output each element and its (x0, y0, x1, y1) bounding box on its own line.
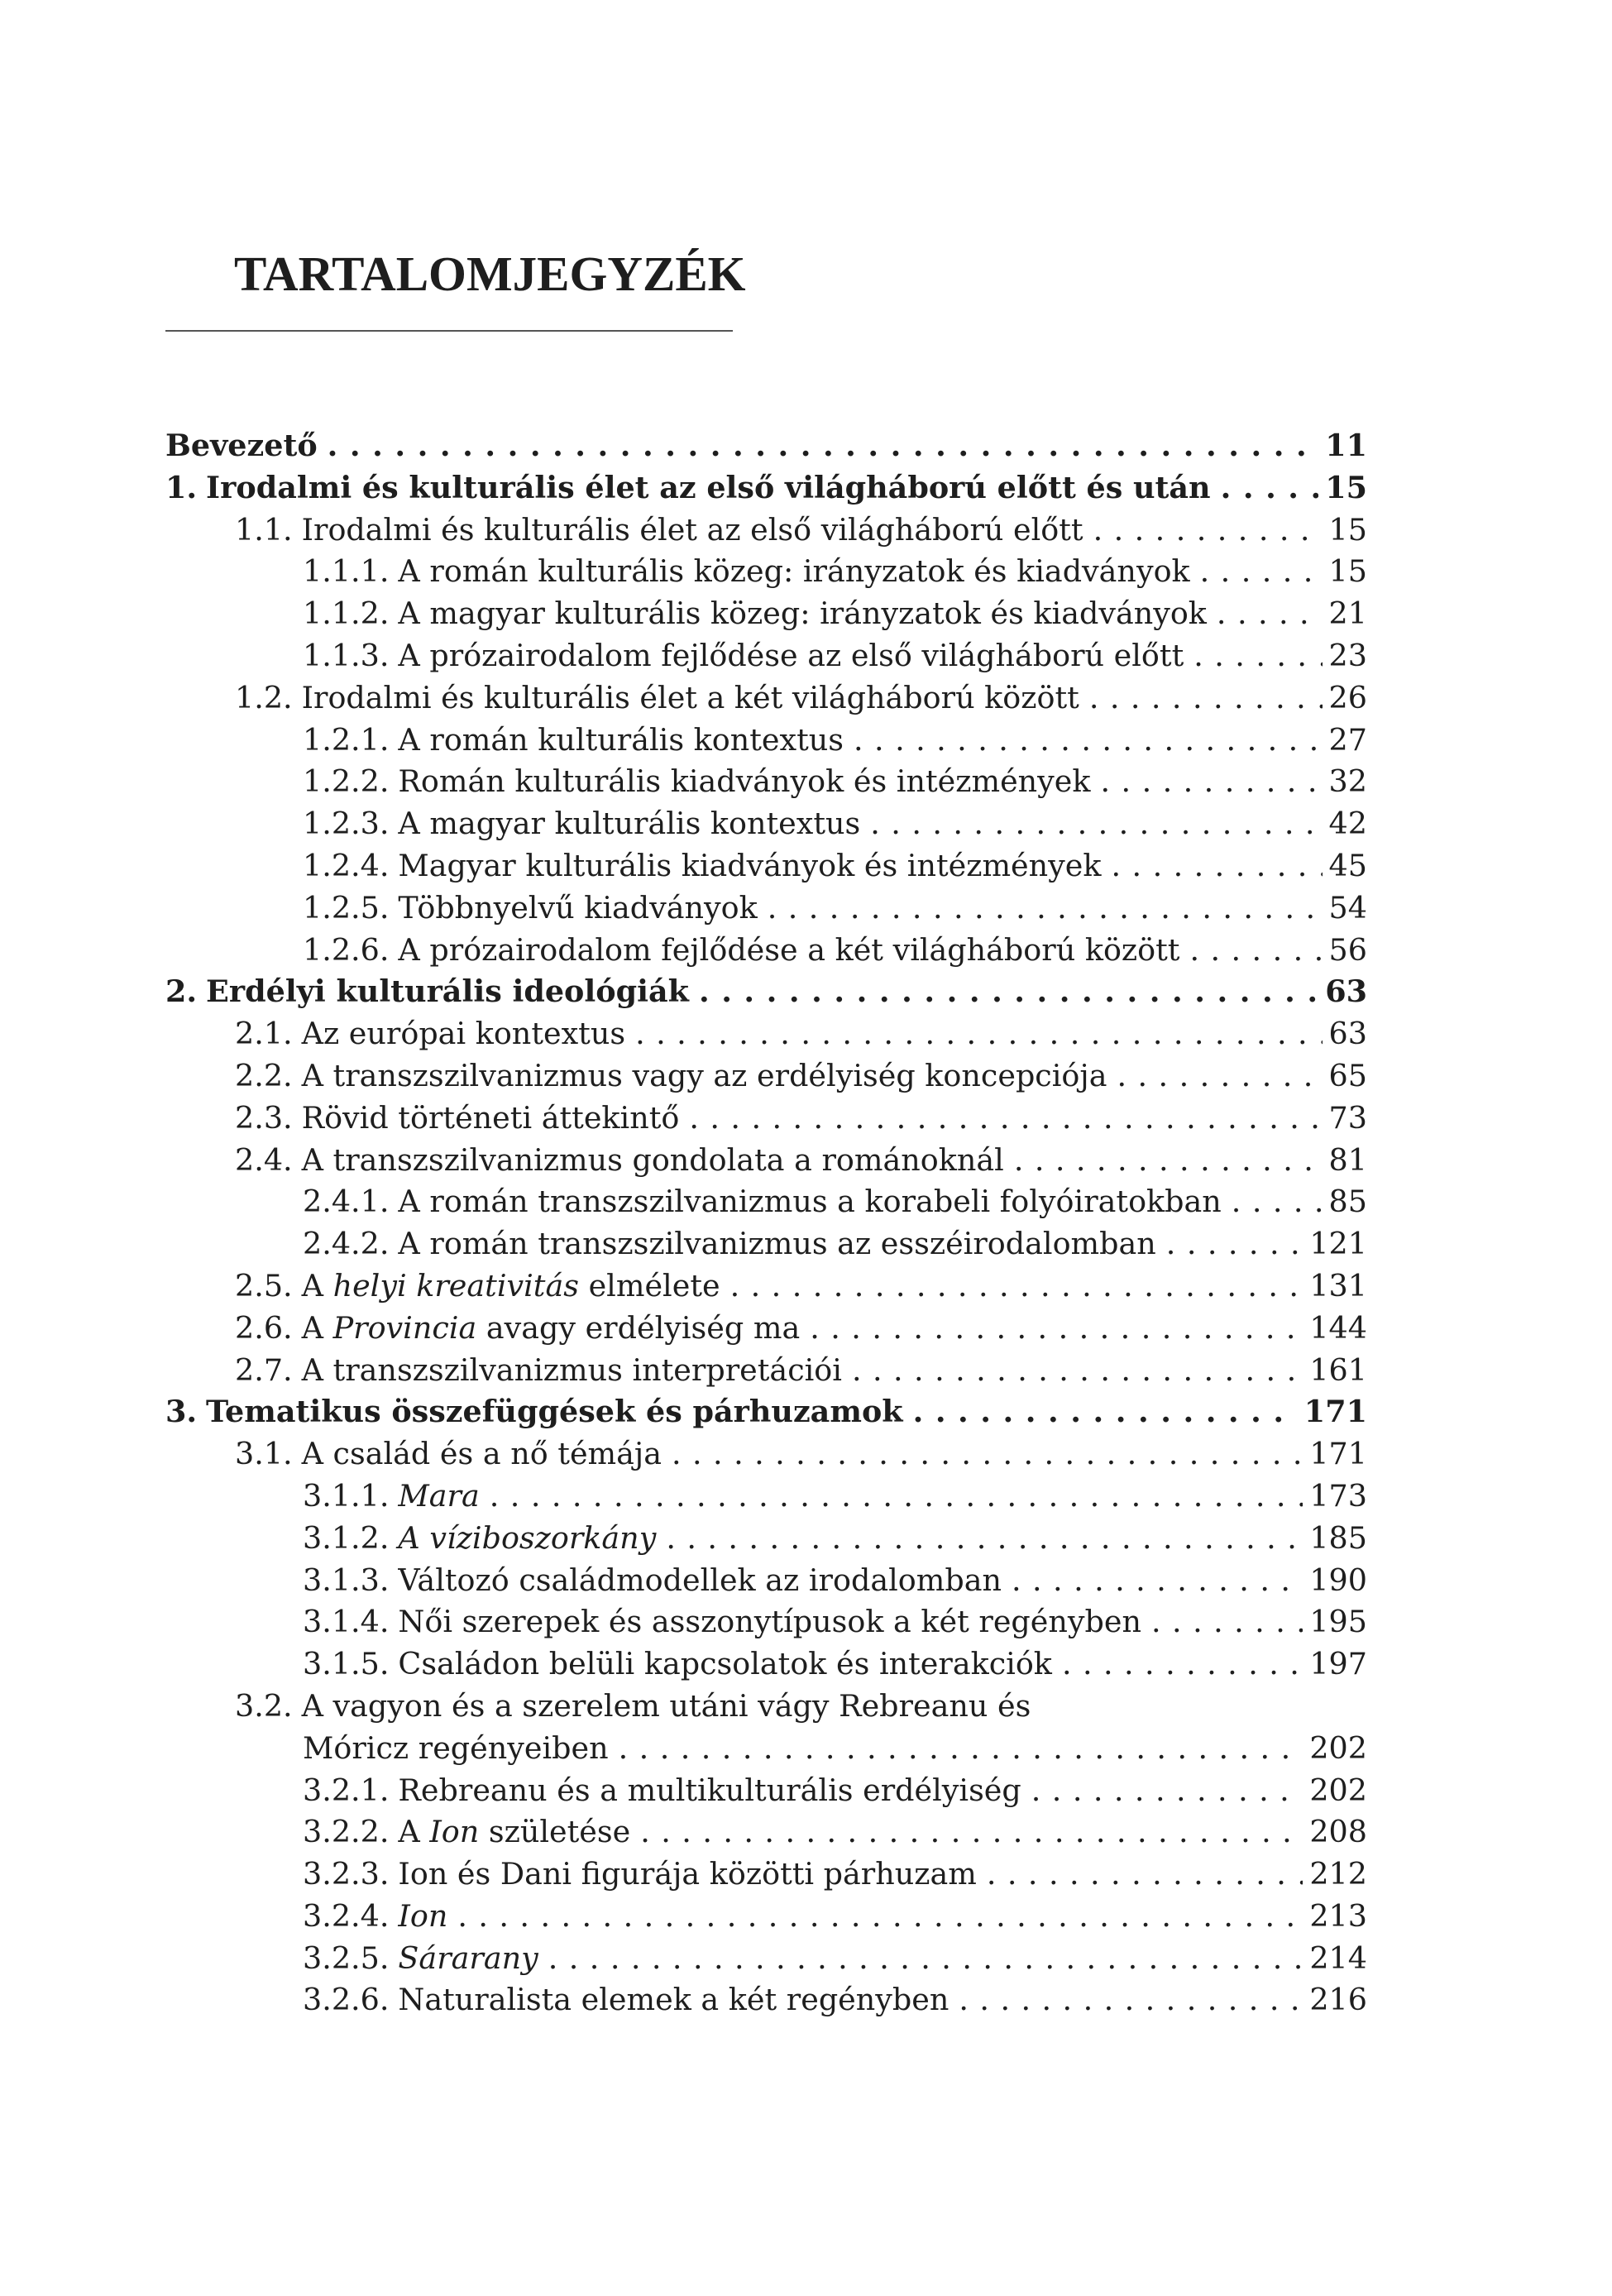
toc-entry (165, 1308, 1367, 1350)
toc-entry-title (398, 1938, 538, 1980)
toc-entry (165, 1055, 1367, 1098)
toc-entry-number: 1.1. (235, 511, 293, 548)
toc-entry (165, 509, 1367, 552)
toc-entry-number: 2.3. (235, 1099, 293, 1136)
toc-entry-number: 1.1.2. (303, 596, 390, 632)
page-title: TARTALOMJEGYZÉK (234, 246, 746, 301)
toc-entry-page: 208 (1309, 1814, 1367, 1850)
toc-entry-title: Móricz regényeiben (303, 1729, 609, 1766)
toc-entry (165, 1643, 1367, 1686)
toc-entry-title (302, 1265, 720, 1308)
dot-leader (1117, 1055, 1322, 1098)
toc-entry-number: 3.2.2. (303, 1814, 390, 1850)
dot-leader (635, 1013, 1322, 1055)
toc-entry-number: 3.1.2. (303, 1519, 390, 1556)
toc-entry (165, 635, 1367, 677)
toc-entry (165, 467, 1367, 509)
toc-entry (165, 1013, 1367, 1055)
toc-entry (165, 1811, 1367, 1854)
toc-entry-title: A transzszilvanizmus interpretációi (301, 1351, 842, 1388)
toc-entry-page: 63 (1325, 973, 1367, 1010)
dot-leader (1089, 677, 1323, 720)
dot-leader (1014, 1140, 1323, 1182)
toc-entry (165, 1854, 1367, 1896)
toc-entry-number: 1.2.4. (303, 847, 390, 883)
toc-entry-title: Naturalista elemek a két regényben (398, 1982, 950, 2018)
toc-entry-page: 15 (1328, 553, 1367, 590)
toc-entry-number: 3.1. (235, 1436, 293, 1472)
toc-entry-title: Irodalmi és kulturális élet a két világháború között (301, 679, 1079, 715)
toc-entry (165, 1140, 1367, 1182)
dot-leader (810, 1308, 1303, 1350)
toc-entry-number: 3.2.6. (303, 1982, 390, 2018)
toc-entry-title-italic: Provincia (332, 1309, 477, 1346)
toc-entry-number: 3.2.3. (303, 1856, 390, 1892)
toc-entry-page: 65 (1328, 1057, 1367, 1093)
toc-entry-title: A magyar kulturális közeg: irányzatok és kiadványok (398, 596, 1207, 632)
toc-entry-number: 1. (165, 469, 198, 505)
toc-entry-page: 185 (1309, 1519, 1367, 1556)
toc-entry-page: 197 (1309, 1646, 1367, 1682)
toc-entry-title: A román transzszilvanizmus az esszéirodalomban (398, 1226, 1156, 1262)
toc-entry-title-text: elmélete (578, 1267, 720, 1303)
toc-entry-number: 2.6. (235, 1309, 293, 1346)
dot-leader (1101, 761, 1323, 803)
toc-entry-page: 171 (1303, 1394, 1367, 1430)
toc-entry (165, 1265, 1367, 1308)
toc-entry-number: 1.2.5. (303, 889, 390, 926)
toc-entry-page: 42 (1328, 806, 1367, 842)
toc-entry-title: Többnyelvű kiadványok (398, 889, 758, 926)
dot-leader (1012, 1560, 1303, 1602)
toc-entry-title-italic: Sárarany (398, 1940, 538, 1976)
dot-leader (1232, 1181, 1323, 1223)
toc-entry-title-italic: helyi kreativitás (332, 1267, 579, 1303)
dot-leader (1200, 551, 1323, 593)
toc-entry-title: Bevezető (165, 428, 318, 463)
toc-entry-title: Rebreanu és a multikulturális erdélyiség (398, 1772, 1021, 1808)
toc-entry-title-text: A (301, 1267, 333, 1303)
toc-entry-page: 161 (1309, 1351, 1367, 1388)
toc-entry (165, 720, 1367, 762)
toc-entry (165, 425, 1367, 467)
toc-entry-title-text: A (301, 1309, 333, 1346)
dot-leader (854, 720, 1323, 762)
dot-leader (548, 1938, 1303, 1980)
toc-entry (165, 803, 1367, 845)
toc-entry-title: A román kulturális kontextus (398, 721, 844, 758)
toc-entry-title: A román kulturális közeg: irányzatok és kiadványok (398, 553, 1190, 590)
dot-leader (1217, 593, 1323, 635)
dot-leader (1151, 1601, 1303, 1643)
dot-leader (768, 887, 1323, 930)
toc-entry (165, 593, 1367, 635)
toc-entry-page: 21 (1328, 596, 1367, 632)
toc-entry-title: Rövid történeti áttekintő (301, 1099, 680, 1136)
toc-entry-page: 216 (1309, 1982, 1367, 2018)
toc-entry-number: 3.2. (235, 1687, 293, 1724)
toc-entry-title: A transzszilvanizmus vagy az erdélyiség koncepciója (301, 1057, 1107, 1093)
toc-entry-page: 190 (1309, 1562, 1367, 1598)
toc-entry-number: 1.2.6. (303, 931, 390, 968)
toc-entry-title-italic: Ion (398, 1897, 448, 1934)
toc-entry-number: 2.4.1. (303, 1184, 390, 1220)
toc-entry-title (398, 1476, 479, 1518)
toc-entry-page: 171 (1309, 1436, 1367, 1472)
toc-entry-number: 2. (165, 973, 198, 1010)
toc-entry-title: Irodalmi és kulturális élet az első világháború előtt (301, 511, 1083, 548)
toc-entry-page: 15 (1325, 469, 1367, 505)
toc-entry-number: 2.4.2. (303, 1226, 390, 1262)
dot-leader (1193, 635, 1322, 677)
toc-entry-number: 1.2.3. (303, 806, 390, 842)
toc-entry (165, 1098, 1367, 1140)
toc-entry-title: Ion és Dani figurája közötti párhuzam (398, 1856, 977, 1892)
toc-entry (165, 1223, 1367, 1265)
dot-leader (457, 1896, 1303, 1938)
dot-leader (490, 1476, 1303, 1518)
toc-entry-number: 2.5. (235, 1267, 293, 1303)
toc-entry-page: 45 (1328, 847, 1367, 883)
toc-entry (165, 930, 1367, 972)
toc-entry-page: 73 (1328, 1099, 1367, 1136)
toc-entry-number: 1.2.2. (303, 763, 390, 800)
toc-entry-title (398, 1811, 630, 1854)
toc-entry (165, 1433, 1367, 1476)
toc-entry (165, 1560, 1367, 1602)
toc-entry-title: Női szerepek és asszonytípusok a két regényben (398, 1604, 1142, 1640)
dot-leader (959, 1979, 1303, 2021)
toc-entry (165, 1476, 1367, 1518)
toc-entry-page: 144 (1309, 1309, 1367, 1346)
dot-leader (689, 1098, 1322, 1140)
toc-entry-title (398, 1518, 656, 1560)
toc-entry-page: 54 (1328, 889, 1367, 926)
dot-leader (870, 803, 1322, 845)
toc-entry-title: A prózairodalom fejlődése az első világháború előtt (398, 637, 1184, 673)
toc-entry (165, 845, 1367, 887)
toc-entry-page: 212 (1309, 1856, 1367, 1892)
toc-entry-title: A prózairodalom fejlődése a két világháború között (398, 931, 1180, 968)
toc-entry-number: 1.1.1. (303, 553, 390, 590)
toc-entry-number: 3. (165, 1394, 198, 1430)
toc-entry (165, 1896, 1367, 1938)
toc-entry-page: 26 (1328, 679, 1367, 715)
toc-entry-title: Magyar kulturális kiadványok és intézmények (398, 847, 1102, 883)
toc-entry-title-italic: A víziboszorkány (398, 1519, 657, 1556)
toc-entry-page: 214 (1309, 1940, 1367, 1976)
toc-entry-page: 173 (1309, 1477, 1367, 1514)
toc-entry-page: 131 (1309, 1267, 1367, 1303)
dot-leader (913, 1391, 1298, 1433)
toc-entry-title: Erdélyi kulturális ideológiák (206, 973, 689, 1010)
dot-leader (699, 971, 1318, 1013)
toc-entry (165, 971, 1367, 1013)
toc-entry-title: A magyar kulturális kontextus (398, 806, 861, 842)
toc-entry-page: 202 (1309, 1729, 1367, 1766)
toc-entry-title: A vagyon és a szerelem utáni vágy Rebreanu és (301, 1687, 1031, 1724)
toc-entry-page: 27 (1328, 721, 1367, 758)
toc-entry-title: Családon belüli kapcsolatok és interakciók (398, 1646, 1052, 1682)
dot-leader (640, 1811, 1303, 1854)
toc-entry-number: 3.2.5. (303, 1940, 390, 1976)
dot-leader (672, 1433, 1303, 1476)
toc-entry (165, 1350, 1367, 1392)
toc-entry-page: 202 (1309, 1772, 1367, 1808)
toc-entry-page: 85 (1328, 1184, 1367, 1220)
toc-entry (165, 551, 1367, 593)
toc-entry-number: 3.1.4. (303, 1604, 390, 1640)
toc-entry-page: 56 (1328, 931, 1367, 968)
dot-leader (1189, 930, 1322, 972)
toc-entry-page: 32 (1328, 763, 1367, 800)
dot-leader (1062, 1643, 1303, 1686)
toc-entry-title-text: születése (479, 1814, 631, 1850)
toc-entry-number: 2.2. (235, 1057, 293, 1093)
toc-entry-page: 11 (1325, 428, 1367, 463)
dot-leader (987, 1854, 1303, 1896)
toc-entry-title (302, 1308, 801, 1350)
toc-entry (165, 1518, 1367, 1560)
toc-entry (165, 1601, 1367, 1643)
dot-leader (1093, 509, 1323, 552)
toc-entry-page: 195 (1309, 1604, 1367, 1640)
dot-leader (852, 1350, 1303, 1392)
dot-leader (1166, 1223, 1303, 1265)
toc-entry (165, 1728, 1367, 1770)
toc-entry-number: 1.2. (235, 679, 293, 715)
toc-entry-page: 121 (1309, 1226, 1367, 1262)
toc-entry-page: 15 (1328, 511, 1367, 548)
toc-entry-number: 3.2.4. (303, 1897, 390, 1934)
toc-entry-title: Tematikus összefüggések és párhuzamok (206, 1394, 903, 1430)
dot-leader (1031, 1770, 1303, 1812)
toc-entry (165, 1938, 1367, 1980)
toc-entry-title (398, 1896, 447, 1938)
heading-underline (165, 330, 733, 332)
toc-entry-title: Az európai kontextus (301, 1016, 626, 1052)
toc-entry-number: 2.7. (235, 1351, 293, 1388)
toc-entry-page: 23 (1328, 637, 1367, 673)
toc-entry (165, 1181, 1367, 1223)
toc-entry (165, 887, 1367, 930)
dot-leader (619, 1728, 1303, 1770)
toc-entry (165, 1686, 1367, 1728)
toc-entry-number: 1.2.1. (303, 721, 390, 758)
toc-entry (165, 1979, 1367, 2021)
toc-entry (165, 761, 1367, 803)
dot-leader (730, 1265, 1303, 1308)
toc-entry-title: A transzszilvanizmus gondolata a románoknál (301, 1141, 1004, 1178)
toc-entry-title-italic: Mara (398, 1477, 480, 1514)
toc-entry-number: 1.1.3. (303, 637, 390, 673)
toc-entry-number: 3.1.1. (303, 1477, 390, 1514)
toc-entry (165, 1391, 1367, 1433)
toc-entry-page: 81 (1328, 1141, 1367, 1178)
toc-entry-number: 2.4. (235, 1141, 293, 1178)
toc-entry-title: Román kulturális kiadványok és intézmények (398, 763, 1091, 800)
dot-leader (1221, 467, 1319, 509)
toc-entry-number: 3.1.5. (303, 1646, 390, 1682)
toc-entry-title-text: A (398, 1814, 430, 1850)
table-of-contents (165, 425, 1367, 2021)
dot-leader (666, 1518, 1303, 1560)
toc-entry-number: 3.1.3. (303, 1562, 390, 1598)
toc-entry (165, 677, 1367, 720)
toc-entry-page: 63 (1328, 1016, 1367, 1052)
toc-entry-title: A román transzszilvanizmus a korabeli folyóiratokban (398, 1184, 1222, 1220)
toc-entry (165, 1770, 1367, 1812)
dot-leader (328, 425, 1319, 467)
toc-entry-title: Változó családmodellek az irodalomban (398, 1562, 1002, 1598)
toc-entry-title-italic: Ion (429, 1814, 480, 1850)
toc-entry-title: A család és a nő témája (301, 1436, 662, 1472)
toc-entry-number: 2.1. (235, 1016, 293, 1052)
toc-entry-title-text: avagy erdélyiség ma (476, 1309, 801, 1346)
toc-entry-page: 213 (1309, 1897, 1367, 1934)
dot-leader (1112, 845, 1323, 887)
toc-entry-title: Irodalmi és kulturális élet az első világháború előtt és után (206, 469, 1211, 505)
toc-entry-number: 3.2.1. (303, 1772, 390, 1808)
